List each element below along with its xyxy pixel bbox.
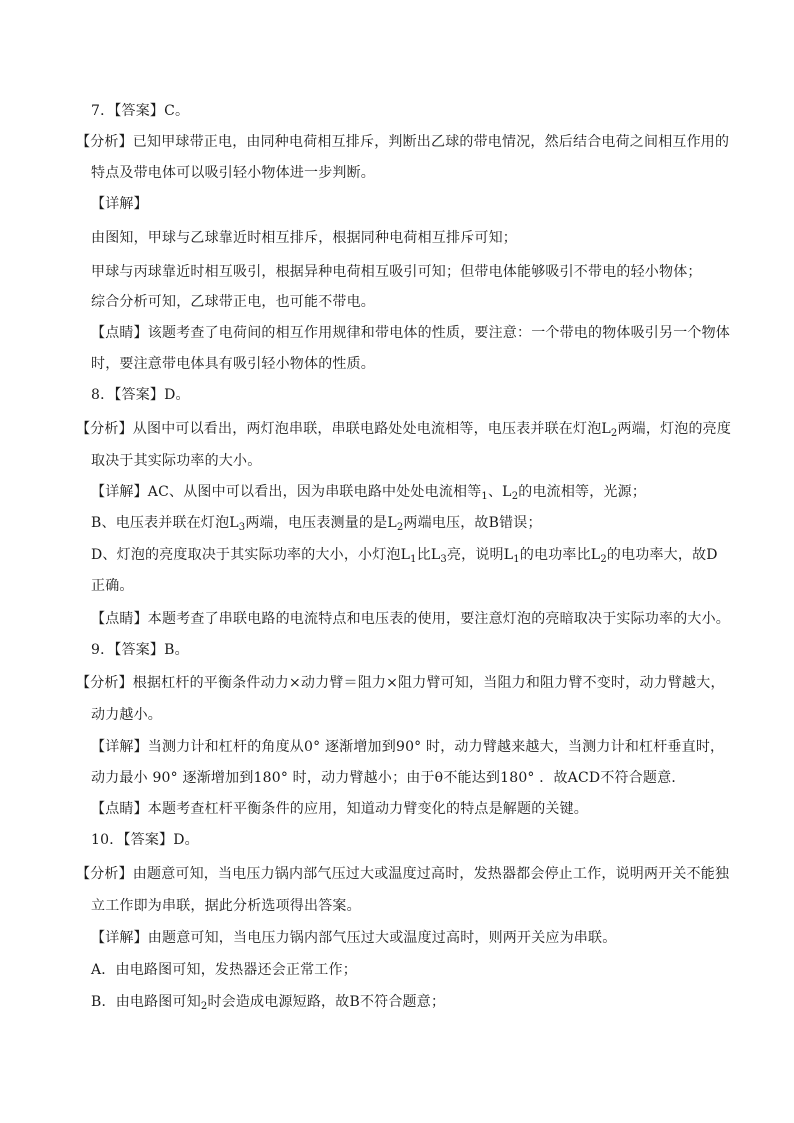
detail-7-heading: 【详解】 — [91, 196, 148, 212]
detail-8-line3: D、灯泡的亮度取决于其实际功率的大小，小灯泡$L_1$比$L_3$亮，说明$L_1$的电功率比$L_2$的电功率大，故D — [91, 547, 718, 565]
option-b: B．由电路图可知$_2$时会造成电源短路，故B不符合题意； — [91, 994, 446, 1012]
detail-8-line2: B、电压表并联在灯泡$L_3$两端，电压表测量的是$L_2$两端电压，故B错误； — [91, 515, 542, 533]
detail-9-line2: 动力最小 90° 逐渐增加到180° 时，动力臂越小；由于θ不能达到180° ．故ACD不符合题意． — [91, 770, 686, 786]
detail-8-line1: 【详解】AC、从图中可以看出，因为串联电路中处处电流相等$_1$、$L_2$的电流相等，光源； — [91, 484, 647, 502]
analysis-7-line2: 特点及带电体可以吸引轻小物体进一步判断。 — [91, 165, 375, 181]
answer-8: 8．【答案】D。 — [91, 387, 190, 403]
analysis-9-line1: 【分析】根据杠杆的平衡条件动力×动力臂＝阻力×阻力臂可知，当阻力和阻力臂不变时，动力臂越大， — [76, 675, 725, 691]
comment-7-line1: 【点睛】该题考查了电荷间的相互作用规律和带电体的性质，要注意：一个带电的物体吸引另一个物体 — [91, 325, 730, 341]
detail-7-line3: 综合分析可知，乙球带正电，也可能不带电。 — [91, 294, 375, 310]
analysis-8-line1: 【分析】从图中可以看出，两灯泡串联，串联电路处处电流相等，电压表并联在灯泡$L_2$两端，灯泡的亮度 — [76, 421, 732, 439]
comment-7-line2: 时，要注意带电体具有吸引轻小物体的性质。 — [91, 356, 375, 372]
option-a: A．由电路图可知，发热器还会正常工作； — [91, 962, 357, 978]
detail-10-line1: 【详解】由题意可知，当电压力锅内部气压过大或温度过高时，则两开关应为串联。 — [91, 930, 617, 946]
analysis-10-line1: 【分析】由题意可知，当电压力锅内部气压过大或温度过高时，发热器都会停止工作，说明两开关不能独 — [76, 866, 730, 882]
detail-7-line2: 甲球与丙球靠近时相互吸引，根据异种电荷相互吸引可知；但带电体能够吸引不带电的轻小物体； — [91, 264, 702, 280]
comment-8: 【点睛】本题考查了串联电路的电流特点和电压表的使用，要注意灯泡的亮暗取决于实际功率的大小。 — [91, 611, 730, 627]
analysis-9-line2: 动力越小。 — [91, 707, 162, 723]
detail-7-line1: 由图知，甲球与乙球靠近时相互排斥，根据同种电荷相互排斥可知； — [91, 230, 517, 246]
detail-9-line1: 【详解】当测力计和杠杆的角度从0° 逐渐增加到90° 时，动力臂越来越大，当测力计和杠杆垂直时， — [91, 739, 725, 755]
answer-9: 9．【答案】B。 — [91, 642, 189, 658]
analysis-8-line2: 取决于其实际功率的大小。 — [91, 453, 262, 469]
detail-8-line4: 正确。 — [91, 578, 134, 594]
comment-9: 【点睛】本题考查杠杆平衡条件的应用，知道动力臂变化的特点是解题的关键。 — [91, 801, 588, 817]
analysis-7-line1: 【分析】已知甲球带正电，由同种电荷相互排斥，判断出乙球的带电情况，然后结合电荷之间相互作用的 — [76, 134, 730, 150]
answer-7: 7．【答案】C。 — [91, 103, 190, 119]
answer-10: 10．【答案】D。 — [91, 832, 199, 848]
analysis-10-line2: 立工作即为串联，据此分析选项得出答案。 — [91, 898, 361, 914]
